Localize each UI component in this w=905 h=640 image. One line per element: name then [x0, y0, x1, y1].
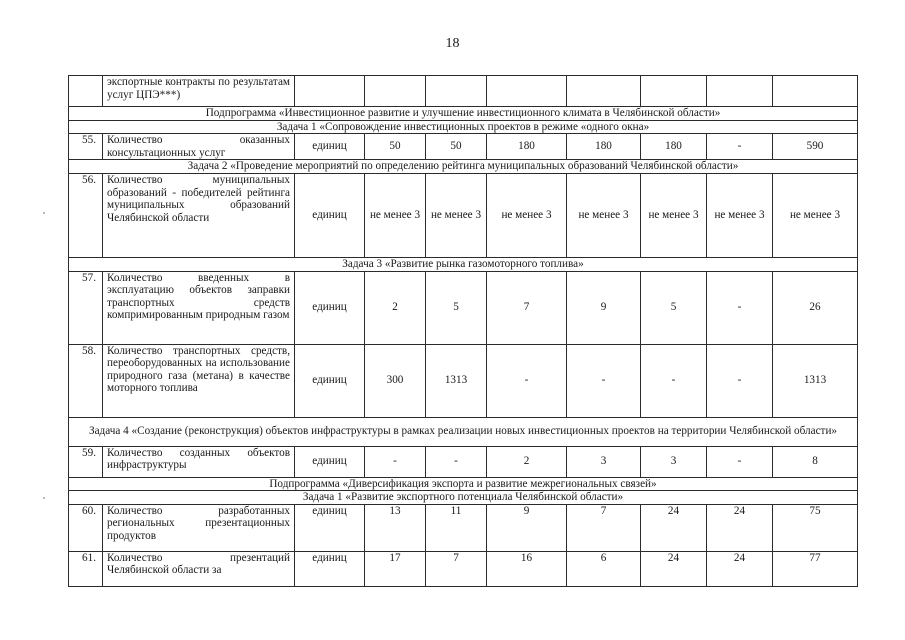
- table-row: [69, 504, 858, 551]
- unit-cell: единиц: [295, 504, 365, 551]
- value-cell: 2: [365, 271, 426, 344]
- value-cell: 2: [487, 446, 567, 477]
- value-cell: 17: [365, 551, 426, 586]
- value-cell: [487, 76, 567, 107]
- value-cell: -: [707, 446, 773, 477]
- section-header: Задача 4 «Создание (реконструкция) объектов инфраструктуры в рамках реализации новых инвестиционных проектов на территории Челябинской области»: [69, 417, 858, 446]
- value-cell: 26: [773, 271, 858, 344]
- table-row: [69, 173, 858, 257]
- unit-cell: единиц: [295, 551, 365, 586]
- value-cell: -: [487, 344, 567, 417]
- row-number: [69, 76, 103, 107]
- row-number: 61.: [69, 551, 103, 586]
- value-cell: 7: [487, 271, 567, 344]
- section-header: Задача 3 «Развитие рынка газомоторного топлива»: [69, 257, 858, 271]
- unit-cell: единиц: [295, 134, 365, 160]
- section-header-row: [69, 417, 858, 446]
- section-header-row: [69, 491, 858, 505]
- unit-cell: единиц: [295, 446, 365, 477]
- indicator-name: Количество презентаций Челябинской области за: [103, 551, 295, 586]
- indicator-name: Количество муниципальных образований - победителей рейтинга муниципальных образований Челябинской области: [103, 173, 295, 257]
- table-row: [69, 344, 858, 417]
- section-header: Подпрограмма «Инвестиционное развитие и улучшение инвестиционного климата в Челябинской области»: [69, 107, 858, 121]
- value-cell: 8: [773, 446, 858, 477]
- value-cell: -: [365, 446, 426, 477]
- indicator-name: Количество оказанных консультационных услуг: [103, 134, 295, 160]
- indicator-name: экспортные контракты по результатам услуг ЦПЭ***): [103, 76, 295, 107]
- value-cell: -: [707, 271, 773, 344]
- section-header-row: [69, 160, 858, 174]
- value-cell: 7: [426, 551, 487, 586]
- indicator-name: Количество транспортных средств, переоборудованных на использование природного газа (метана) в качестве моторного топлива: [103, 344, 295, 417]
- value-cell: -: [641, 344, 707, 417]
- indicators-table-body: [69, 76, 858, 587]
- value-cell: -: [426, 446, 487, 477]
- value-cell: не менее 3: [707, 173, 773, 257]
- unit-cell: единиц: [295, 344, 365, 417]
- unit-cell: единиц: [295, 271, 365, 344]
- value-cell: 7: [567, 504, 641, 551]
- value-cell: не менее 3: [487, 173, 567, 257]
- value-cell: -: [707, 134, 773, 160]
- value-cell: 24: [707, 504, 773, 551]
- value-cell: 77: [773, 551, 858, 586]
- value-cell: не менее 3: [365, 173, 426, 257]
- value-cell: 75: [773, 504, 858, 551]
- value-cell: 5: [426, 271, 487, 344]
- section-header-row: [69, 257, 858, 271]
- value-cell: 1313: [773, 344, 858, 417]
- value-cell: -: [567, 344, 641, 417]
- value-cell: 24: [641, 551, 707, 586]
- value-cell: 3: [567, 446, 641, 477]
- page-number: 18: [445, 36, 460, 51]
- scan-speck: [43, 497, 45, 499]
- value-cell: 590: [773, 134, 858, 160]
- section-header-row: [69, 120, 858, 134]
- value-cell: не менее 3: [567, 173, 641, 257]
- value-cell: 13: [365, 504, 426, 551]
- row-number: 58.: [69, 344, 103, 417]
- value-cell: 180: [487, 134, 567, 160]
- indicators-table: [68, 75, 858, 587]
- value-cell: 1313: [426, 344, 487, 417]
- value-cell: не менее 3: [641, 173, 707, 257]
- value-cell: 180: [641, 134, 707, 160]
- value-cell: [707, 76, 773, 107]
- value-cell: [567, 76, 641, 107]
- value-cell: [365, 76, 426, 107]
- value-cell: 9: [487, 504, 567, 551]
- unit-cell: единиц: [295, 173, 365, 257]
- section-header: Подпрограмма «Диверсификация экспорта и развитие межрегиональных связей»: [69, 477, 858, 491]
- unit-cell: [295, 76, 365, 107]
- row-number: 59.: [69, 446, 103, 477]
- value-cell: [641, 76, 707, 107]
- scan-speck: [43, 212, 45, 214]
- value-cell: 24: [707, 551, 773, 586]
- value-cell: 9: [567, 271, 641, 344]
- indicator-name: Количество введенных в эксплуатацию объектов заправки транспортных средств компримированным природным газом: [103, 271, 295, 344]
- row-number: 57.: [69, 271, 103, 344]
- table-row: [69, 76, 858, 107]
- table-row: [69, 134, 858, 160]
- section-header: Задача 2 «Проведение мероприятий по определению рейтинга муниципальных образований Челябинской области»: [69, 160, 858, 174]
- section-header-row: [69, 477, 858, 491]
- section-header: Задача 1 «Развитие экспортного потенциала Челябинской области»: [69, 491, 858, 505]
- table-row: [69, 551, 858, 586]
- value-cell: [426, 76, 487, 107]
- value-cell: 3: [641, 446, 707, 477]
- table-row: [69, 446, 858, 477]
- value-cell: 50: [365, 134, 426, 160]
- value-cell: 24: [641, 504, 707, 551]
- value-cell: [773, 76, 858, 107]
- value-cell: 180: [567, 134, 641, 160]
- value-cell: -: [707, 344, 773, 417]
- section-header: Задача 1 «Сопровождение инвестиционных проектов в режиме «одного окна»: [69, 120, 858, 134]
- value-cell: 5: [641, 271, 707, 344]
- indicator-name: Количество созданных объектов инфраструктуры: [103, 446, 295, 477]
- value-cell: не менее 3: [426, 173, 487, 257]
- row-number: 55.: [69, 134, 103, 160]
- value-cell: 16: [487, 551, 567, 586]
- section-header-row: [69, 107, 858, 121]
- row-number: 60.: [69, 504, 103, 551]
- table-row: [69, 271, 858, 344]
- value-cell: 300: [365, 344, 426, 417]
- value-cell: 50: [426, 134, 487, 160]
- value-cell: 6: [567, 551, 641, 586]
- row-number: 56.: [69, 173, 103, 257]
- value-cell: не менее 3: [773, 173, 858, 257]
- value-cell: 11: [426, 504, 487, 551]
- indicators-table-wrapper: [68, 75, 857, 587]
- indicator-name: Количество разработанных региональных презентационных продуктов: [103, 504, 295, 551]
